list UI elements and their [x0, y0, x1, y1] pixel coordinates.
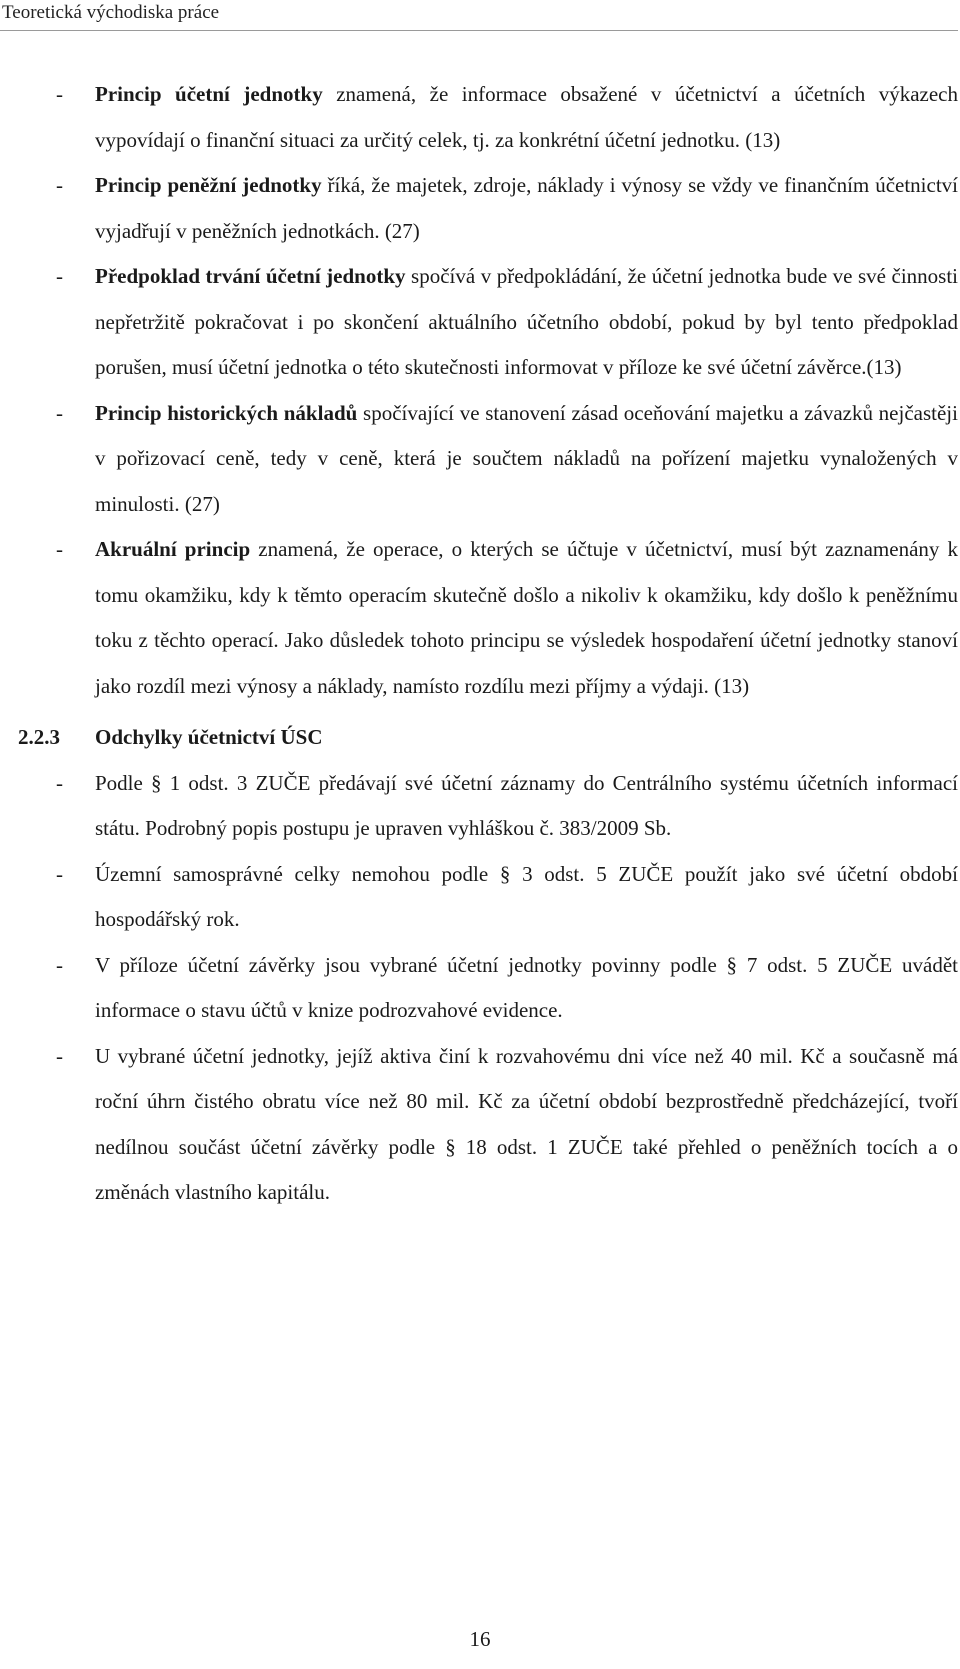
principle-item	[56, 163, 958, 254]
principle-description: říká, že majetek, zdroje, náklady i výnosy se vždy ve finančním účetnictví vyjadřují v peněžních jednotkách. (27)	[95, 173, 958, 243]
principle-description: spočívá v předpokládání, že účetní jednotka bude ve své činnosti nepřetržitě pokračovat i po skončení aktuálního účetního období, pokud by byl tento předpoklad porušen, musí účetní jednotka o této skutečnosti informovat v příloze ke své účetní závěrce.(13)	[95, 264, 958, 379]
list-dash: -	[56, 400, 63, 425]
principle-description: znamená, že operace, o kterých se účtuje v účetnictví, musí být zaznamenány k tomu okamžiku, kdy k těmto operacím skutečně došlo a nikoliv k okamžiku, kdy došlo k peněžnímu toku z těchto operací. Jako důsledek tohoto principu se výsledek hospodaření účetní jednotky stanoví jako rozdíl mezi výnosy a náklady, namísto rozdílu mezi příjmy a výdaji. (13)	[95, 537, 959, 698]
list-dash: -	[56, 770, 63, 795]
principle-item	[56, 391, 958, 528]
deviation-item	[56, 761, 958, 852]
principle-item	[56, 72, 958, 163]
deviation-text: V příloze účetní závěrky jsou vybrané účetní jednotky povinny podle § 7 odst. 5 ZUČE uvádět informace o stavu účtů v knize podrozvahové evidence.	[95, 952, 958, 1022]
principle-description: znamená, že informace obsažené v účetnictví a účetních výkazech vypovídají o finanční situaci za určitý celek, tj. za konkrétní účetní jednotku. (13)	[95, 82, 959, 152]
deviation-item	[56, 852, 958, 943]
principle-term: Předpoklad trvání účetní jednotky	[95, 264, 406, 288]
running-header	[0, 0, 958, 31]
deviation-text: Územní samosprávné celky nemohou podle § 3 odst. 5 ZUČE použít jako své účetní období hospodářský rok.	[95, 861, 958, 931]
list-dash: -	[56, 1043, 63, 1068]
section-number: 2.2.3	[18, 725, 60, 749]
section-heading	[18, 715, 958, 761]
list-dash: -	[56, 82, 63, 106]
header-title: Teoretická východiska práce	[2, 2, 220, 23]
deviation-text: Podle § 1 odst. 3 ZUČE předávají své účetní záznamy do Centrálního systému účetních informací státu. Podrobný popis postupu je upraven vyhláškou č. 383/2009 Sb.	[95, 770, 958, 840]
principle-item	[56, 254, 958, 391]
list-dash: -	[56, 952, 63, 977]
deviation-item	[56, 943, 958, 1034]
principle-item	[56, 527, 958, 709]
page-number: 16	[469, 1627, 491, 1651]
principle-term: Princip historických nákladů	[95, 400, 358, 425]
principle-term: Princip účetní jednotky	[95, 82, 323, 106]
list-dash: -	[56, 264, 63, 288]
principle-term: Akruální princip	[95, 537, 251, 561]
principle-term: Princip peněžní jednotky	[95, 173, 322, 197]
principle-description: spočívající ve stanovení zásad oceňování majetku a závazků nejčastěji v pořizovací ceně, tedy v ceně, která je součtem nákladů na pořízení majetku vynaložených v minulosti. (27)	[95, 400, 958, 516]
list-dash: -	[56, 861, 63, 886]
deviation-text: U vybrané účetní jednotky, jejíž aktiva činí k rozvahovému dni více než 40 mil. Kč a současně má roční úhrn čistého obratu více než 80 mil. Kč za účetní období bezprostředně předcházející, tvoří nedílnou součást účetní závěrky podle § 18 odst. 1 ZUČE také přehled o peněžních tocích a o změnách vlastního kapitálu.	[95, 1043, 958, 1204]
list-dash: -	[56, 173, 63, 197]
list-dash: -	[56, 537, 63, 561]
deviation-item	[56, 1034, 958, 1216]
document-body	[18, 72, 959, 1216]
section-title: Odchylky účetnictví ÚSC	[95, 725, 323, 749]
